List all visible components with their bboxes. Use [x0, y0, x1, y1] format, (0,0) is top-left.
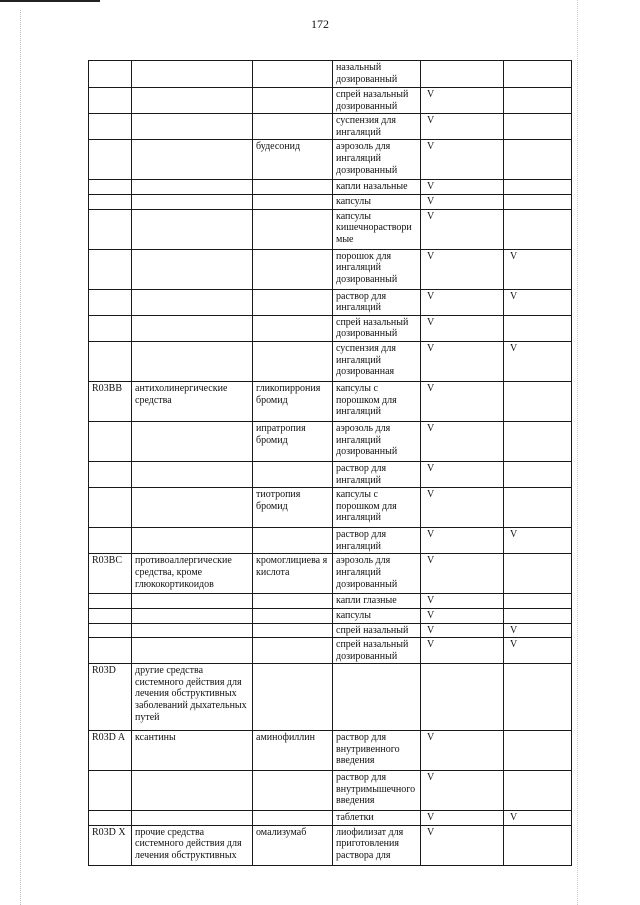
mark-cell-1: V	[421, 249, 504, 289]
table-row	[89, 249, 572, 289]
table-row	[89, 61, 572, 88]
substance-cell: аминофиллин	[253, 731, 333, 771]
dosage-form-cell: спрей назальный дозированный	[333, 315, 421, 341]
dosage-form-cell: назальный дозированный	[333, 61, 421, 88]
atc-code-cell	[89, 594, 132, 609]
substance-cell	[253, 664, 333, 731]
mark-cell-1: V	[421, 421, 504, 461]
mark-cell-1: V	[421, 381, 504, 421]
group-name-cell	[132, 249, 253, 289]
mark-cell-1: V	[421, 194, 504, 209]
table-row	[89, 114, 572, 140]
table-row	[89, 594, 572, 609]
mark-cell-1: V	[421, 731, 504, 771]
atc-code-cell	[89, 421, 132, 461]
dosage-form-cell: раствор для ингаляций	[333, 461, 421, 487]
dosage-form-cell: раствор для ингаляций	[333, 528, 421, 554]
mark-cell-2	[504, 140, 572, 180]
atc-code-cell	[89, 811, 132, 826]
group-name-cell	[132, 61, 253, 88]
table-row	[89, 421, 572, 461]
atc-code-cell	[89, 140, 132, 180]
table-row	[89, 488, 572, 528]
mark-cell-1	[421, 664, 504, 731]
mark-cell-1: V	[421, 180, 504, 195]
mark-cell-1: V	[421, 594, 504, 609]
mark-cell-1: V	[421, 623, 504, 638]
substance-cell: ипратропия бромид	[253, 421, 333, 461]
dosage-form-cell: капсулы с порошком для ингаляций	[333, 488, 421, 528]
substance-cell: гликопиррония бромид	[253, 381, 333, 421]
atc-code-cell	[89, 608, 132, 623]
atc-code-cell	[89, 114, 132, 140]
substance-cell	[253, 608, 333, 623]
group-name-cell	[132, 638, 253, 664]
dosage-form-cell: таблетки	[333, 811, 421, 826]
mark-cell-1: V	[421, 638, 504, 664]
table-row	[89, 811, 572, 826]
substance-cell	[253, 249, 333, 289]
mark-cell-2: V	[504, 638, 572, 664]
group-name-cell	[132, 88, 253, 114]
table-row	[89, 381, 572, 421]
dosage-form-cell: спрей назальный дозированный	[333, 638, 421, 664]
mark-cell-2	[504, 88, 572, 114]
substance-cell	[253, 289, 333, 315]
mark-cell-2	[504, 594, 572, 609]
group-name-cell	[132, 341, 253, 381]
group-name-cell	[132, 623, 253, 638]
table-row	[89, 209, 572, 249]
group-name-cell: антихолинергические средства	[132, 381, 253, 421]
dosage-form-cell: спрей назальный дозированный	[333, 88, 421, 114]
table-row	[89, 88, 572, 114]
mark-cell-1: V	[421, 608, 504, 623]
atc-code-cell	[89, 289, 132, 315]
page-number: 172	[311, 17, 329, 31]
mark-cell-2: V	[504, 341, 572, 381]
dosage-form-cell: порошок для ингаляций дозированный	[333, 249, 421, 289]
mark-cell-2	[504, 209, 572, 249]
mark-cell-2	[504, 488, 572, 528]
mark-cell-1: V	[421, 771, 504, 811]
group-name-cell	[132, 140, 253, 180]
atc-code-cell	[89, 249, 132, 289]
table-row	[89, 315, 572, 341]
dosage-form-cell	[333, 664, 421, 731]
atc-code-cell: R03BB	[89, 381, 132, 421]
mark-cell-2	[504, 771, 572, 811]
table-row	[89, 194, 572, 209]
substance-cell: омализумаб	[253, 825, 333, 865]
group-name-cell	[132, 315, 253, 341]
group-name-cell: другие средства системного действия для лечения обструктивных заболеваний дыхательных путей	[132, 664, 253, 731]
scan-edge-right	[577, 0, 578, 905]
atc-code-cell	[89, 461, 132, 487]
group-name-cell	[132, 209, 253, 249]
mark-cell-1: V	[421, 315, 504, 341]
mark-cell-1: V	[421, 528, 504, 554]
substance-cell	[253, 61, 333, 88]
atc-code-cell	[89, 88, 132, 114]
mark-cell-2	[504, 664, 572, 731]
mark-cell-2: V	[504, 528, 572, 554]
group-name-cell	[132, 528, 253, 554]
group-name-cell: прочие средства системного действия для лечения обструктивных	[132, 825, 253, 865]
group-name-cell	[132, 289, 253, 315]
atc-code-cell	[89, 61, 132, 88]
mark-cell-2	[504, 461, 572, 487]
top-edge-line	[0, 0, 100, 2]
mark-cell-2	[504, 825, 572, 865]
mark-cell-1: V	[421, 209, 504, 249]
atc-code-cell: R03D A	[89, 731, 132, 771]
substance-cell	[253, 811, 333, 826]
mark-cell-1: V	[421, 88, 504, 114]
mark-cell-2	[504, 194, 572, 209]
dosage-form-cell: капсулы с порошком для ингаляций	[333, 381, 421, 421]
dosage-form-cell: раствор для ингаляций	[333, 289, 421, 315]
table-row	[89, 623, 572, 638]
group-name-cell	[132, 194, 253, 209]
substance-cell: кромоглициева я кислота	[253, 554, 333, 594]
atc-code-cell	[89, 488, 132, 528]
group-name-cell	[132, 180, 253, 195]
table-row	[89, 825, 572, 865]
table-row	[89, 341, 572, 381]
dosage-form-cell: капли глазные	[333, 594, 421, 609]
dosage-form-cell: капли назальные	[333, 180, 421, 195]
table-row	[89, 461, 572, 487]
drug-table-body	[89, 61, 572, 866]
mark-cell-2	[504, 421, 572, 461]
mark-cell-1: V	[421, 825, 504, 865]
dosage-form-cell: суспензия для ингаляций	[333, 114, 421, 140]
dosage-form-cell: аэрозоль для ингаляций дозированный	[333, 140, 421, 180]
group-name-cell	[132, 488, 253, 528]
mark-cell-2: V	[504, 249, 572, 289]
group-name-cell: ксантины	[132, 731, 253, 771]
table-row	[89, 140, 572, 180]
atc-code-cell	[89, 315, 132, 341]
atc-code-cell	[89, 528, 132, 554]
substance-cell	[253, 594, 333, 609]
dosage-form-cell: капсулы кишечнораствори мые	[333, 209, 421, 249]
mark-cell-2: V	[504, 289, 572, 315]
mark-cell-1: V	[421, 811, 504, 826]
atc-code-cell: R03D X	[89, 825, 132, 865]
dosage-form-cell: раствор для внутримышечного введения	[333, 771, 421, 811]
mark-cell-1: V	[421, 289, 504, 315]
atc-code-cell: R03D	[89, 664, 132, 731]
group-name-cell	[132, 421, 253, 461]
mark-cell-2: V	[504, 811, 572, 826]
mark-cell-2	[504, 554, 572, 594]
substance-cell	[253, 88, 333, 114]
mark-cell-2	[504, 114, 572, 140]
substance-cell	[253, 209, 333, 249]
substance-cell	[253, 194, 333, 209]
mark-cell-1: V	[421, 341, 504, 381]
table-row	[89, 180, 572, 195]
table-row	[89, 289, 572, 315]
mark-cell-2	[504, 180, 572, 195]
table-row	[89, 664, 572, 731]
group-name-cell: противоаллергические средства, кроме глюкокортикоидов	[132, 554, 253, 594]
dosage-form-cell: аэрозоль для ингаляций дозированный	[333, 421, 421, 461]
table-row	[89, 731, 572, 771]
atc-code-cell	[89, 180, 132, 195]
substance-cell: будесонид	[253, 140, 333, 180]
mark-cell-1: V	[421, 114, 504, 140]
dosage-form-cell: раствор для внутривенного введения	[333, 731, 421, 771]
scan-edge-left	[20, 10, 21, 905]
mark-cell-2	[504, 315, 572, 341]
substance-cell	[253, 623, 333, 638]
dosage-form-cell: капсулы	[333, 608, 421, 623]
substance-cell	[253, 461, 333, 487]
substance-cell	[253, 771, 333, 811]
group-name-cell	[132, 461, 253, 487]
table-row	[89, 554, 572, 594]
substance-cell	[253, 638, 333, 664]
mark-cell-2: V	[504, 623, 572, 638]
substance-cell	[253, 315, 333, 341]
group-name-cell	[132, 811, 253, 826]
group-name-cell	[132, 594, 253, 609]
table-row	[89, 528, 572, 554]
group-name-cell	[132, 608, 253, 623]
mark-cell-2	[504, 608, 572, 623]
substance-cell	[253, 180, 333, 195]
atc-code-cell	[89, 771, 132, 811]
table-row	[89, 638, 572, 664]
atc-code-cell: R03BC	[89, 554, 132, 594]
table-row	[89, 771, 572, 811]
dosage-form-cell: аэрозоль для ингаляций дозированный	[333, 554, 421, 594]
table-row	[89, 608, 572, 623]
mark-cell-2	[504, 381, 572, 421]
atc-code-cell	[89, 638, 132, 664]
group-name-cell	[132, 771, 253, 811]
dosage-form-cell: суспензия для ингаляций дозированная	[333, 341, 421, 381]
mark-cell-2	[504, 61, 572, 88]
group-name-cell	[132, 114, 253, 140]
substance-cell	[253, 341, 333, 381]
mark-cell-1: V	[421, 461, 504, 487]
atc-code-cell	[89, 194, 132, 209]
mark-cell-1: V	[421, 140, 504, 180]
substance-cell	[253, 528, 333, 554]
mark-cell-2	[504, 731, 572, 771]
substance-cell: тиотропия бромид	[253, 488, 333, 528]
mark-cell-1: V	[421, 554, 504, 594]
mark-cell-1	[421, 61, 504, 88]
atc-code-cell	[89, 209, 132, 249]
atc-code-cell	[89, 623, 132, 638]
dosage-form-cell: капсулы	[333, 194, 421, 209]
dosage-form-cell: лиофилизат для приготовления раствора для	[333, 825, 421, 865]
atc-code-cell	[89, 341, 132, 381]
substance-cell	[253, 114, 333, 140]
drug-table	[88, 60, 572, 866]
dosage-form-cell: спрей назальный	[333, 623, 421, 638]
mark-cell-1: V	[421, 488, 504, 528]
